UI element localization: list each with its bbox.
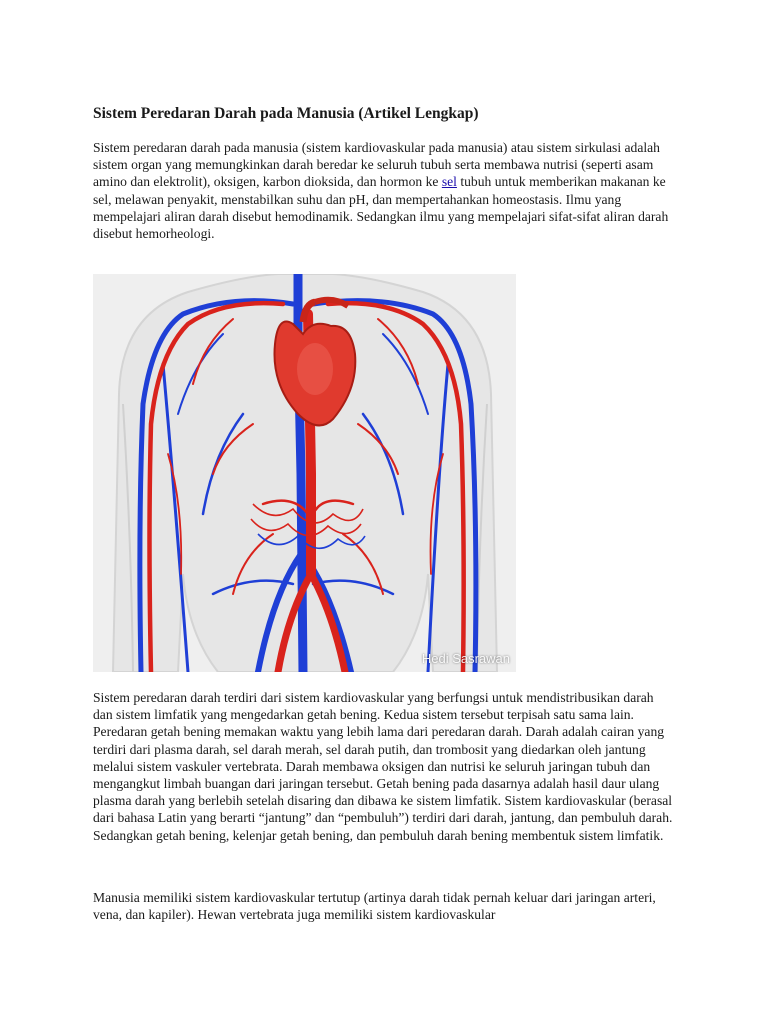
image-watermark: Hedi Sasrawan [421,651,510,666]
intro-text-after-link: tubuh untuk memberikan makanan ke sel, melawan penyakit, menstabilkan suhu dan pH, dan mempertahankan homeostasis. Ilmu yang mempelajari aliran darah disebut hemodinamik. Sedangkan ilmu yang mempelajari sifat-sifat aliran darah disebut hemorheologi. [93,174,669,242]
paragraph-intro [93,139,673,242]
circulatory-system-illustration [93,274,516,672]
link-sel[interactable]: sel [441,174,457,190]
paragraph-body-2: Manusia memiliki sistem kardiovaskular tertutup (artinya darah tidak pernah keluar dari jaringan arteri, vena, dan kapiler). Hewan vertebrata juga memiliki sistem kardiovaskular [93,890,656,923]
intro-text-before-link: Sistem peredaran darah pada manusia (sistem kardiovaskular pada manusia) atau sistem sirkulasi adalah sistem organ yang memungkinkan darah beredar ke seluruh tubuh serta membawa nutrisi (seperti asam amino dan elektrolit), oksigen, karbon dioksida, dan hormon ke [93,140,660,190]
circulatory-system-drawing [93,274,516,672]
paragraph-body-1: Sistem peredaran darah terdiri dari sistem kardiovaskular yang berfungsi untuk mendistribusikan darah dan sistem limfatik yang mengedarkan getah bening. Kedua sistem tersebut terpisah satu sama lain. Peredaran getah bening memakan waktu yang lebih lama dari peredaran darah. Darah adalah cairan yang terdiri dari plasma darah, sel darah merah, sel darah putih, dan trombosit yang diedarkan oleh jantung melalui sistem vaskuler vertebrata. Darah membawa oksigen dan nutrisi ke seluruh jaringan tubuh dan mengangkut limbah buangan dari jaringan tersebut. Getah bening pada dasarnya adalah hasil daur ulang plasma darah yang berlebih setelah disaring dan dibawa ke sistem limfatik. Sistem kardiovaskular (berasal dari bahasa Latin yang berarti “jantung” dan “pembuluh”) terdiri dari darah, jantung, dan pembuluh darah. Sedangkan getah bening, kelenjar getah bening, dan pembuluh darah bening membentuk sistem limfatik. [93,690,673,843]
article-title: Sistem Peredaran Darah pada Manusia (Artikel Lengkap) [93,105,479,122]
